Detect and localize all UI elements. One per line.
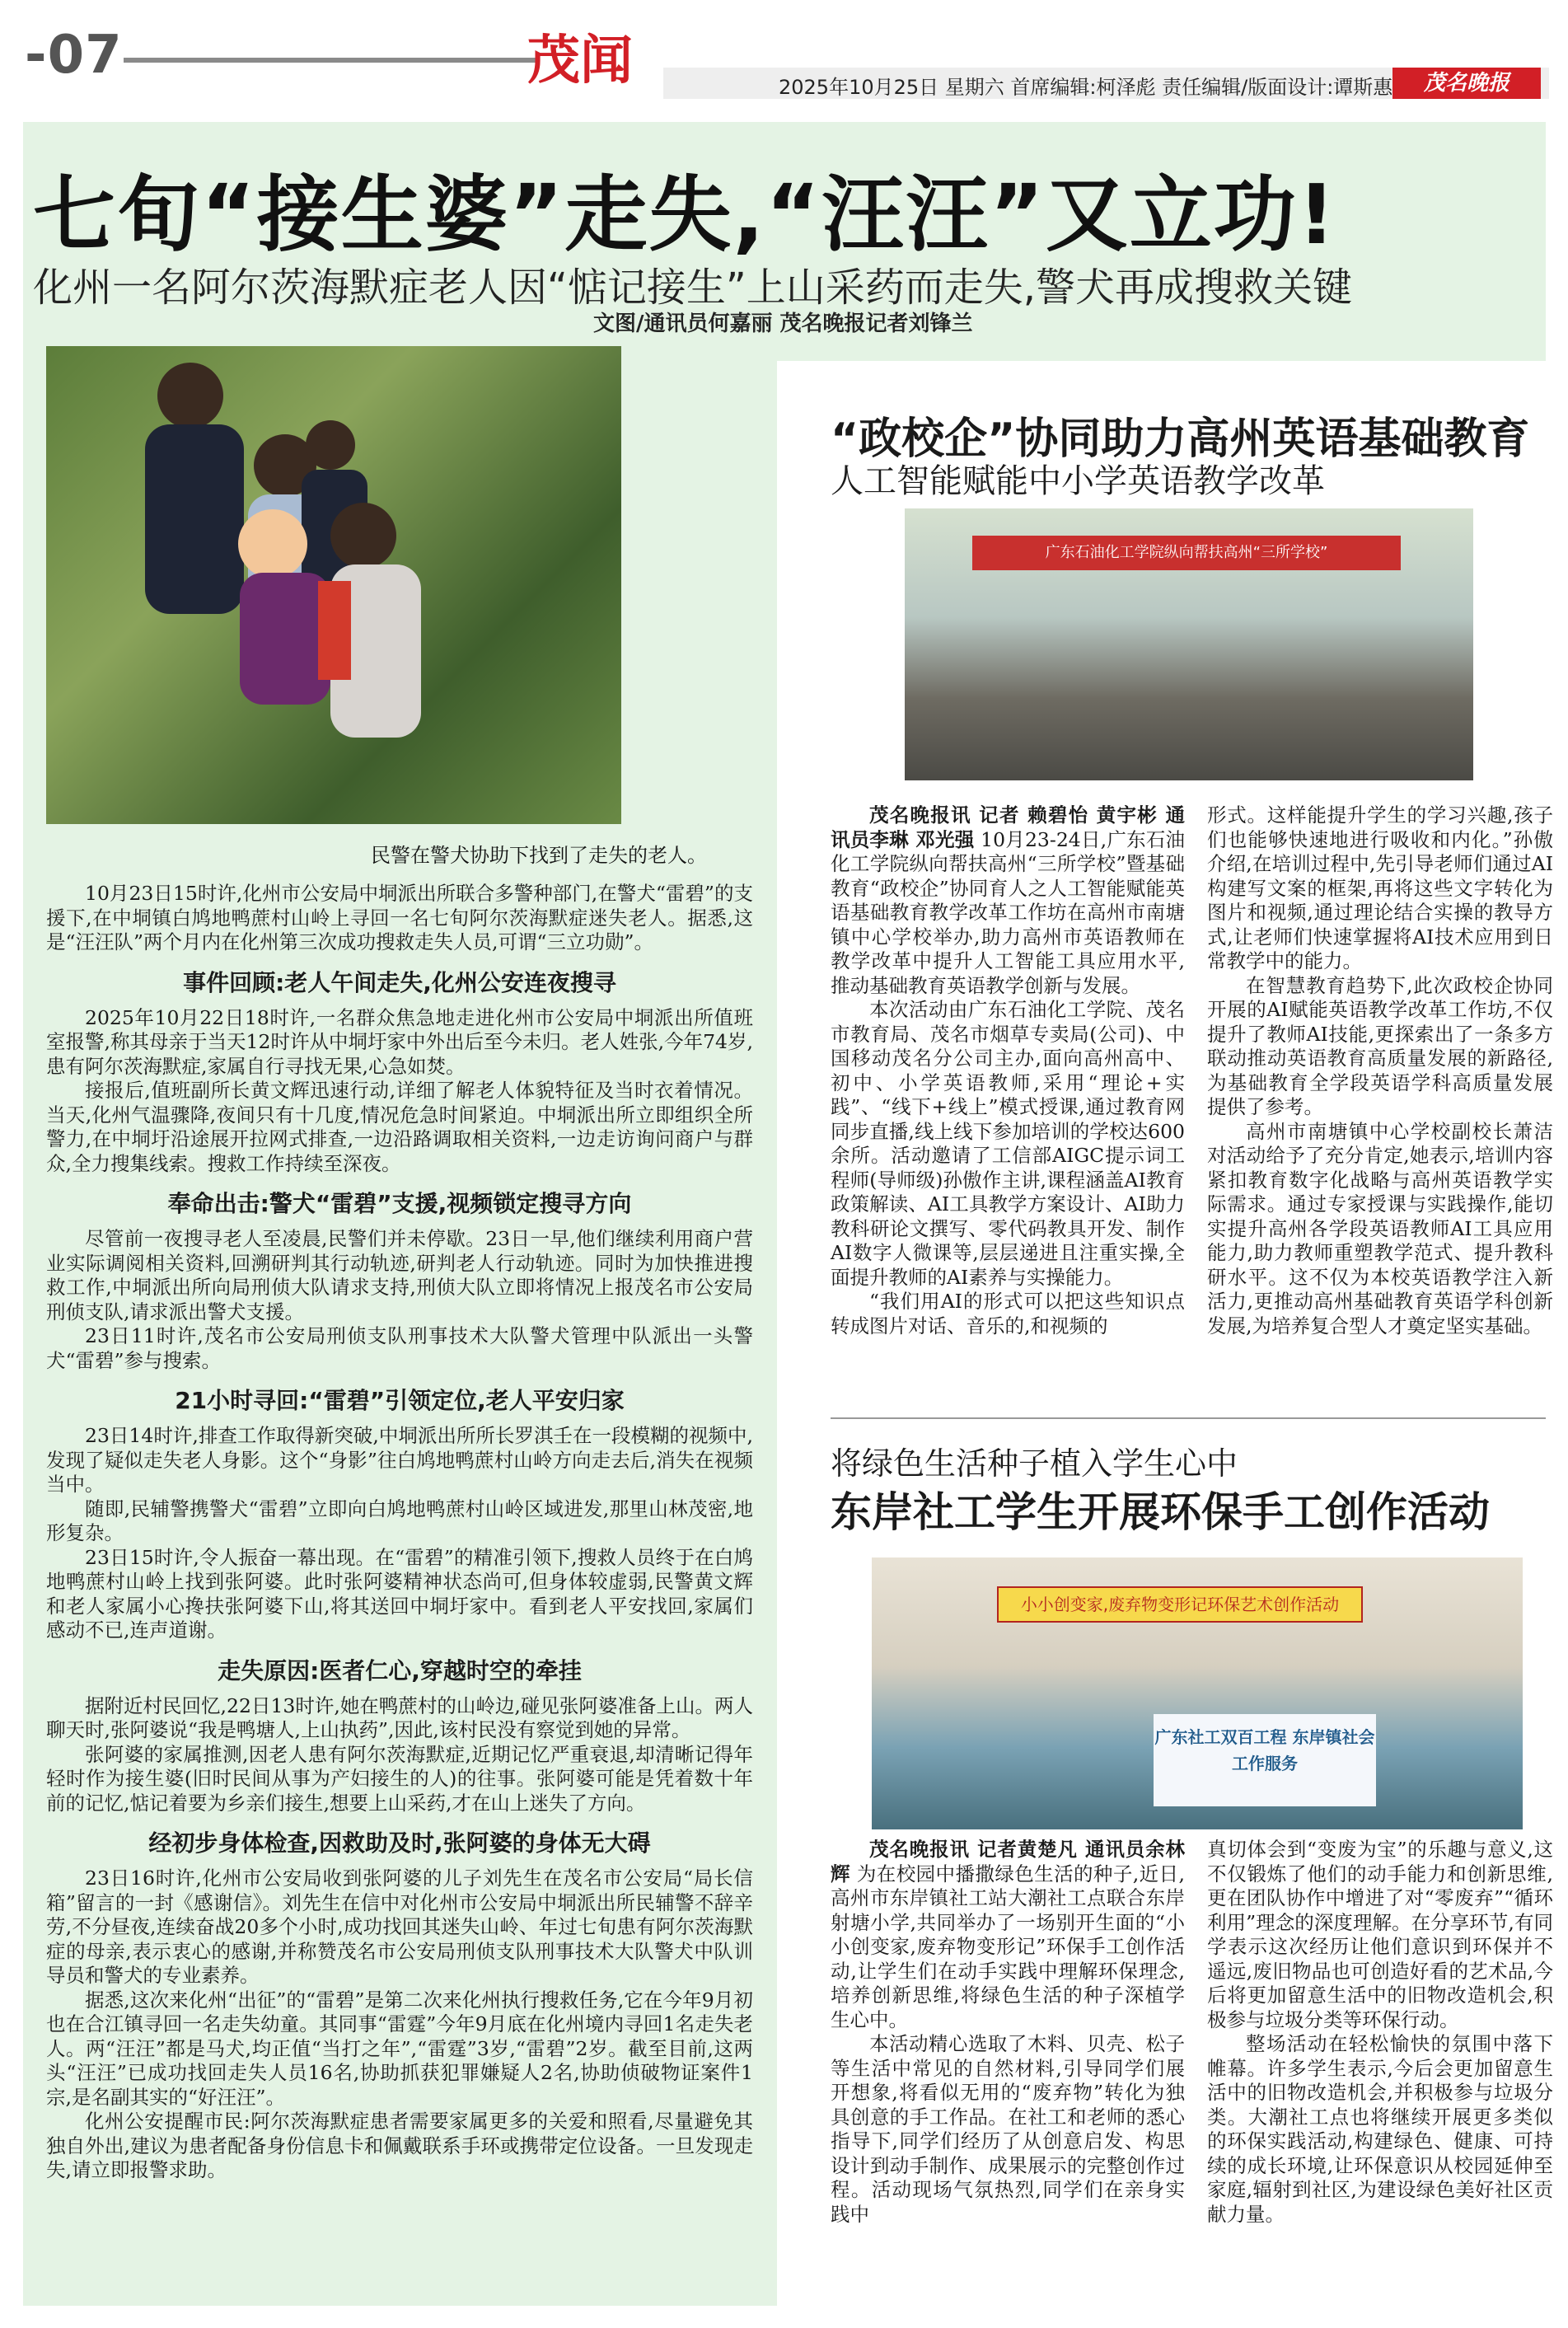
- dateline: 2025年10月25日 星期六 首席编辑:柯泽彪 责任编辑/版面设计:谭斯惠: [779, 76, 1393, 99]
- paragraph: 化州公安提醒市民:阿尔茨海默症患者需要家属更多的关爱和照看,尽量避免其独自外出,建议为患者配备身份信息卡和佩戴联系手环或携带定位设备。一旦发现走失,请立即报警求助。: [46, 2110, 753, 2181]
- paragraph: 随即,民辅警携警犬“雷碧”立即向白鸠地鸭蔗村山岭区域进发,那里山林茂密,地形复杂。: [46, 1497, 753, 1544]
- lead-subheadline: 化州一名阿尔茨海默症老人因“惦记接生”上山采药而走失,警犬再成搜救关键: [33, 265, 1352, 311]
- story2-title: “政校企”协同助力高州英语基础教育: [831, 415, 1530, 464]
- section-title: 事件回顾:老人午间走失,化州公安连夜搜寻: [183, 968, 616, 996]
- story3-photo-sign: 广东社工双百工程 东岸镇社会工作服务: [1154, 1714, 1376, 1806]
- paragraph: 尽管前一夜搜寻老人至凌晨,民警们并未停歇。23日一早,他们继续利用商户营业实际调阅相关资料,回溯研判其行动轨迹,研判老人行动轨迹。同时为加快推进搜救工作,中垌派出所向局刑侦大队请求支持,刑侦大队立即将情况上报茂名市公安局刑侦支队,请求派出警犬支援。: [46, 1227, 753, 1323]
- story-divider: [831, 1417, 1546, 1419]
- story2-photo-banner: 广东石油化工学院纵向帮扶高州“三所学校”: [972, 536, 1401, 570]
- story3-lead-text: 为在校园中播撒绿色生活的种子,近日,高州市东岸镇社工站大潮社工点联合东岸射塘小学,共同举办了一场别开生面的“小小创变家,废弃物变形记”环保手工创作活动,让学生们在动手实践中理解环保理念,培养创新思维,将绿色生活的种子深植学生心中。: [831, 1862, 1185, 2031]
- lead-photo-illustration: [46, 346, 621, 824]
- lead-byline: 文图/通讯员何嘉丽 茂名晚报记者刘锋兰: [593, 311, 973, 336]
- paragraph: 23日14时许,排查工作取得新突破,中垌派出所所长罗淇壬在一段模糊的视频中,发现了疑似走失老人身影。这个“身影”往白鸠地鸭蔗村山岭方向走去后,消失在视频当中。: [46, 1424, 753, 1496]
- story2-column-1: [831, 803, 1185, 1338]
- page-number: -07: [25, 25, 123, 86]
- section-title: 经初步身体检查,因救助及时,张阿婆的身体无大碍: [148, 1829, 651, 1857]
- section-title: 奉命出击:警犬“雷碧”支援,视频锁定搜寻方向: [167, 1190, 632, 1217]
- lead-photo: [46, 346, 621, 824]
- story3-byline: 茂名晚报讯 记者黄楚凡 通讯员余林辉: [831, 1838, 1185, 1885]
- paragraph: 据附近村民回忆,22日13时许,她在鸭蔗村的山岭边,碰见张阿婆准备上山。两人聊天时,张阿婆说“我是鸭塘人,上山执药”,因此,该村民没有察觉到她的异常。: [46, 1693, 753, 1741]
- paragraph: 本次活动由广东石油化工学院、茂名市教育局、茂名市烟草专卖局(公司)、中国移动茂名分公司主办,面向高州高中、初中、小学英语教师,采用“理论+实践”、“线下+线上”模式授课,通过教育网同步直播,线上线下参加培训的学校达600余所。活动邀请了工信部AIGC提示词工程师(导师级)孙傲作主讲,课程涵盖AI教育政策解读、AI工具教学方案设计、AI助力教科研论文撰写、零代码教具开发、制作AI数字人微课等,层层递进且注重实操,全面提升教师的AI素养与实操能力。: [831, 998, 1185, 1289]
- paragraph: 23日15时许,令人振奋一幕出现。在“雷碧”的精准引领下,搜救人员终于在白鸠地鸭蔗村山岭上找到张阿婆。此时张阿婆精神状态尚可,但身体较虚弱,民警黄文辉和老人家属小心搀扶张阿婆下山,将其送回中垌圩家中。看到老人平安找回,家属们感动不已,连声道谢。: [46, 1545, 753, 1642]
- section-title: 走失原因:医者仁心,穿越时空的牵挂: [218, 1656, 582, 1684]
- paragraph: 真切体会到“变废为宝”的乐趣与意义,这不仅锻炼了他们的动手能力和创新思维,更在团队协作中增进了对“零废弃”“循环利用”理念的深度理解。在分享环节,有同学表示这次经历让他们意识到环保并不遥远,废旧物品也可创造好看的艺术品,今后将更加留意生活中的旧物改造机会,积极参与垃圾分类等环保行动。: [1207, 1838, 1553, 2031]
- paragraph: 在智慧教育趋势下,此次政校企协同开展的AI赋能英语教学改革工作坊,不仅提升了教师AI技能,更探索出了一条多方联动推动英语教育高质量发展的新路径,为基础教育全学段英语学科高质量发展提供了参考。: [1207, 973, 1553, 1118]
- paragraph: 张阿婆的家属推测,因老人患有阿尔茨海默症,近期记忆严重衰退,却清晰记得年轻时作为接生婆(旧时民间从事为产妇接生的人)的往事。张阿婆可能是凭着数十年前的记忆,惦记着要为乡亲们接生,想要上山采药,才在山上迷失了方向。: [46, 1742, 753, 1815]
- story2-lead-text: 10月23-24日,广东石油化工学院纵向帮扶高州“三所学校”暨基础教育“政校企”协同育人之人工智能赋能英语基础教育教学改革工作坊在高州市南塘镇中心学校举办,助力高州市英语教师在教学改革中提升人工智能工具应用水平,推动基础教育英语教学创新与发展。: [831, 827, 1186, 997]
- paragraph: 整场活动在轻松愉快的氛围中落下帷幕。许多学生表示,今后会更加留意生活中的旧物改造机会,并积极参与垃圾分类。大潮社工点也将继续开展更多类似的环保实践活动,构建绿色、健康、可持续的成长环境,让环保意识从校园延伸至家庭,辐射到社区,为建设绿色美好社区贡献力量。: [1207, 2032, 1553, 2226]
- lead-intro: 10月23日15时许,化州市公安局中垌派出所联合多警种部门,在警犬“雷碧”的支援下,在中垌镇白鸠地鸭蔗村山岭上寻回一名七旬阿尔茨海默症迷失老人。据悉,这是“汪汪队”两个月内在化州第三次成功搜救走失人员,可谓“三立功勋”。: [46, 882, 753, 953]
- paragraph: [831, 803, 1185, 998]
- header-rule: [124, 58, 536, 63]
- paragraph: 2025年10月22日18时许,一名群众焦急地走进化州市公安局中垌派出所值班室报警,称其母亲于当天12时许从中垌圩家中外出后至今未归。老人姓张,今年74岁,患有阿尔茨海默症,家属自行寻找无果,心急如焚。: [46, 1005, 753, 1078]
- story3-photo-banner: 小小创变家,废弃物变形记环保艺术创作活动: [997, 1586, 1363, 1623]
- lead-story-body: [46, 882, 753, 2183]
- paragraph: “我们用AI的形式可以把这些知识点转成图片对话、音乐的,和视频的: [831, 1290, 1185, 1337]
- paragraph: 高州市南塘镇中心学校副校长萧洁对活动给予了充分肯定,她表示,培训内容紧扣教育数字化战略与高州英语教学实际需求。通过专家授课与实践操作,能切实提升高州各学段英语教师AI工具应用能力,助力教师重塑教学范式、提升教科研水平。这不仅为本校英语教学注入新活力,更推动高州基础教育英语学科创新发展,为培养复合型人才奠定坚实基础。: [1207, 1119, 1553, 1337]
- story3-title: 东岸社工学生开展环保手工创作活动: [831, 1488, 1490, 1536]
- story2-subtitle: 人工智能赋能中小学英语教学改革: [831, 462, 1325, 500]
- lead-headline: 七旬“接生婆”走失,“汪汪”又立功!: [33, 166, 1337, 263]
- lead-photo-caption: 民警在警犬协助下找到了走失的老人。: [371, 844, 707, 867]
- story3-column-2: [1207, 1838, 1553, 2227]
- paragraph: 本活动精心选取了木料、贝壳、松子等生活中常见的自然材料,引导同学们展开想象,将看似无用的“废弃物”转化为独具创意的手工作品。在社工和老师的悉心指导下,同学们经历了从创意启发、构思设计到动手制作、成果展示的完整创作过程。活动现场气氛热烈,同学们在亲身实践中: [831, 2032, 1185, 2226]
- paragraph: 接报后,值班副所长黄文辉迅速行动,详细了解老人体貌特征及当时衣着情况。当天,化州气温骤降,夜间只有十几度,情况危急时间紧迫。中垌派出所立即组织全所警力,在中垌圩沿途展开拉网式排查,一边沿路调取相关资料,一边走访询问商户与群众,全力搜集线索。搜救工作持续至深夜。: [46, 1079, 753, 1175]
- story3-kicker: 将绿色生活种子植入学生心中: [831, 1445, 1238, 1482]
- brand-logo: 茂名晚报: [1392, 68, 1541, 99]
- story3-column-1: [831, 1838, 1185, 2227]
- paragraph: 形式。这样能提升学生的学习兴趣,孩子们也能够快速地进行吸收和内化。”孙傲介绍,在培训过程中,先引导老师们通过AI构建写文案的框架,再将这些文字转化为图片和视频,通过理论结合实操的教导方式,让老师们快速掌握将AI技术应用到日常教学中的能力。: [1207, 803, 1553, 972]
- story2-column-2: [1207, 803, 1553, 1338]
- paragraph: 23日11时许,茂名市公安局刑侦支队刑事技术大队警犬管理中队派出一头警犬“雷碧”参与搜索。: [46, 1324, 753, 1372]
- section-title: 21小时寻回:“雷碧”引领定位,老人平安归家: [175, 1387, 625, 1414]
- paragraph: 据悉,这次来化州“出征”的“雷碧”是第二次来化州执行搜救任务,它在今年9月初也在合江镇寻回一名走失幼童。其同事“雷霆”今年9月底在化州境内寻回1名走失老人。两“汪汪”都是马犬,均正值“当打之年”,“雷霆”3岁,“雷碧”2岁。截至目前,这两头“汪汪”已成功找回走失人员16名,协助抓获犯罪嫌疑人2名,协助侦破物证案件1宗,是名副其实的“好汪汪”。: [46, 1988, 753, 2109]
- story2-byline: 茂名晚报讯 记者 赖碧怡 黄宇彬 通讯员李琳 邓光强: [831, 803, 1185, 851]
- section-name: 茂闻: [527, 30, 633, 91]
- paragraph: 23日16时许,化州市公安局收到张阿婆的儿子刘先生在茂名市公安局“局长信箱”留言的一封《感谢信》。刘先生在信中对化州市公安局中垌派出所民辅警不辞辛劳,不分昼夜,连续奋战20多个小时,成功找回其迷失山岭、年过七旬患有阿尔茨海默症的母亲,表示衷心的感谢,并称赞茂名市公安局刑侦支队刑事技术大队警犬中队训导员和警犬的专业素养。: [46, 1867, 753, 1987]
- paragraph: [831, 1838, 1185, 2032]
